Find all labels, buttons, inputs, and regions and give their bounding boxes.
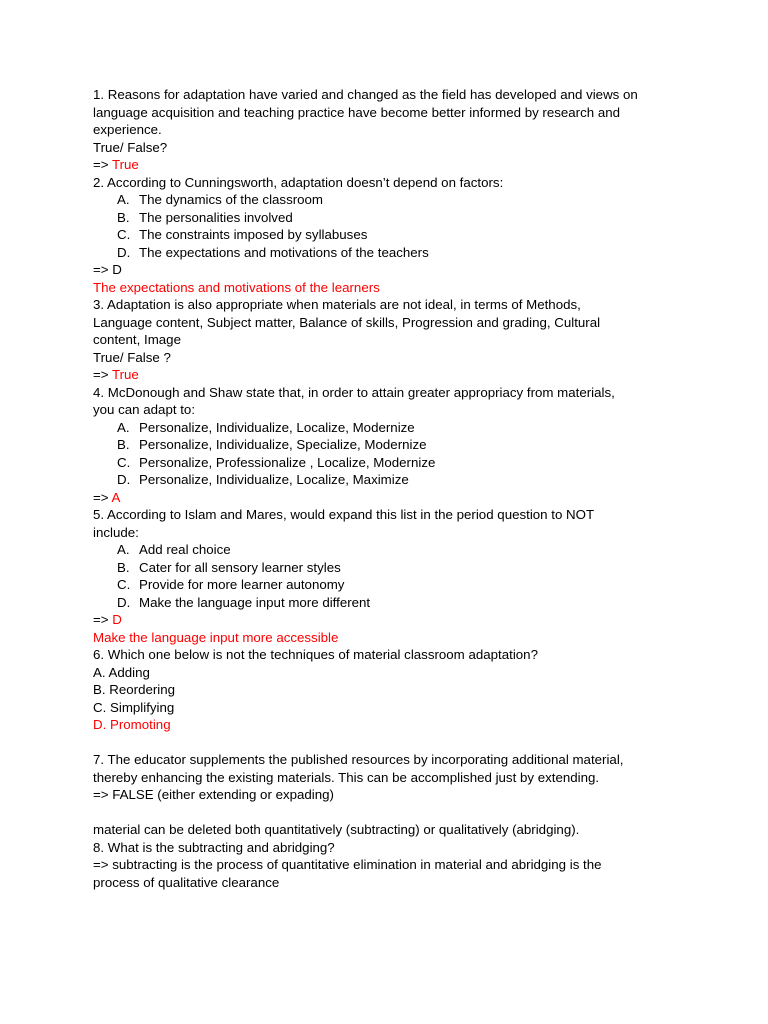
option-c (93, 454, 693, 472)
option-text: The personalities involved (139, 209, 293, 225)
question-3 (93, 296, 693, 384)
answer-correction: The expectations and motivations of the learners (93, 279, 380, 295)
option-b (93, 436, 693, 454)
option-b: B. Reordering (93, 682, 176, 697)
option-a (93, 541, 693, 559)
question-text-line: experience. (93, 122, 162, 137)
answer-line: process of qualitative clearance (93, 874, 280, 890)
answer-line (93, 489, 693, 507)
note-line: material can be deleted both quantitatively (subtracting) or qualitatively (abridging). (93, 822, 580, 837)
answer-prefix: => (93, 612, 113, 627)
option-c (93, 226, 693, 244)
answer-correction: Make the language input more accessible (93, 629, 339, 645)
answer-line (93, 611, 693, 629)
option-b (93, 559, 693, 577)
answer-value: A (111, 489, 121, 505)
option-marker: B. (117, 209, 130, 225)
question-text-line: content, Image (93, 332, 181, 347)
option-marker: B. (117, 559, 130, 575)
option-a (93, 191, 693, 209)
option-a (93, 419, 693, 437)
question-text-line: 4. McDonough and Shaw state that, in order to attain greater appropriacy from materials, (93, 384, 615, 400)
question-6 (93, 646, 693, 734)
question-8 (93, 839, 693, 892)
answer-prefix: => (93, 367, 112, 382)
option-text: Provide for more learner autonomy (139, 577, 345, 592)
question-2 (93, 174, 693, 297)
option-c: C. Simplifying (93, 699, 175, 715)
option-a: A. Adding (93, 664, 150, 680)
option-d (93, 244, 693, 262)
option-text: Personalize, Individualize, Specialize, Modernize (139, 437, 427, 452)
option-c (93, 576, 693, 594)
true-false-prompt: True/ False ? (93, 349, 171, 365)
option-text: The constraints imposed by syllabuses (139, 227, 368, 242)
question-text-line: 7. The educator supplements the published resources by incorporating additional material, (93, 752, 624, 767)
option-marker: A. (117, 192, 130, 207)
question-text-line: 6. Which one below is not the techniques of material classroom adaptation? (93, 647, 538, 662)
option-marker: A. (117, 419, 130, 435)
option-marker: D. (117, 244, 131, 260)
option-text: The expectations and motivations of the teachers (139, 244, 429, 260)
option-text: Personalize, Professionalize , Localize, Modernize (139, 454, 436, 470)
option-b (93, 209, 693, 227)
answer-value: True (111, 367, 139, 382)
option-text: Personalize, Individualize, Localize, Modernize (139, 419, 415, 435)
option-marker: C. (117, 227, 131, 242)
blank-line (93, 734, 693, 752)
answer-line (93, 156, 693, 174)
option-text: The dynamics of the classroom (139, 192, 324, 207)
option-marker: C. (117, 454, 131, 470)
question-4 (93, 384, 693, 507)
option-marker: D. (117, 594, 131, 610)
option-d-answer: D. Promoting (93, 717, 171, 732)
question-1 (93, 86, 693, 174)
answer-prefix: => (93, 157, 112, 172)
option-text: Personalize, Individualize, Localize, Maximize (139, 472, 409, 487)
question-text-line: language acquisition and teaching practice have become better informed by research and (93, 104, 621, 120)
true-false-prompt: True/ False? (93, 139, 168, 155)
answer-line (93, 366, 693, 384)
question-text-line: include: (93, 524, 139, 540)
question-text-line: 5. According to Islam and Mares, would expand this list in the period question to NOT (93, 507, 595, 522)
answer-value: True (111, 157, 139, 172)
question-text-line: thereby enhancing the existing materials. This can be accomplished just by extending. (93, 769, 600, 785)
answer-value: D (112, 612, 122, 627)
question-5 (93, 506, 693, 646)
question-text-line: Language content, Subject matter, Balance of skills, Progression and grading, Cultural (93, 314, 601, 330)
option-text: Cater for all sensory learner styles (139, 559, 341, 575)
answer-line: => FALSE (either extending or expading) (93, 787, 334, 802)
document-body (93, 86, 693, 891)
answer-line: => subtracting is the process of quantitative elimination in material and abridging is the (93, 857, 602, 872)
answer-line: => D (93, 262, 122, 277)
question-text-line: 8. What is the subtracting and abridging? (93, 839, 335, 855)
option-marker: D. (117, 472, 131, 487)
question-text-line: 1. Reasons for adaptation have varied and changed as the field has developed and views on (93, 87, 638, 102)
blank-line (93, 804, 693, 822)
option-marker: B. (117, 437, 130, 452)
answer-prefix: => (93, 489, 112, 505)
option-d (93, 471, 693, 489)
option-d (93, 594, 693, 612)
option-marker: C. (117, 577, 131, 592)
question-7 (93, 751, 693, 804)
option-marker: A. (117, 542, 130, 557)
question-text-line: you can adapt to: (93, 402, 196, 417)
option-text: Make the language input more different (139, 594, 371, 610)
option-text: Add real choice (139, 542, 231, 557)
question-text-line: 3. Adaptation is also appropriate when materials are not ideal, in terms of Methods, (93, 297, 581, 312)
question-text-line: 2. According to Cunningsworth, adaptation doesn’t depend on factors: (93, 174, 504, 190)
